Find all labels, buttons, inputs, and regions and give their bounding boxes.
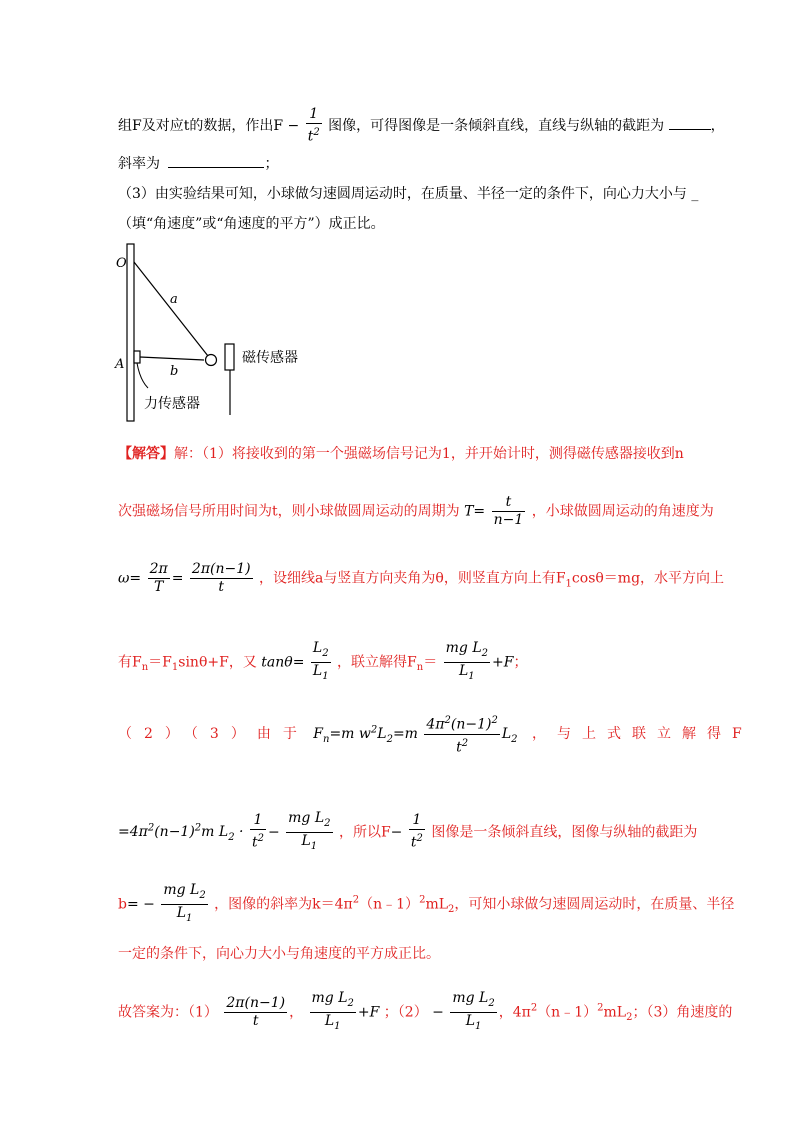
answer-line-7: b= − $\frac{mg L_2}{L_1}$ ，图像的斜率为$k=4\pi^2(n﹣1)^2mL_2$，可知小球做匀速圆周运动时，在质量、半径 [118,882,734,927]
a-text: ，4π [498,1004,531,1021]
a-text: 有F [118,654,142,671]
a-text: ，可知小球做匀速圆周运动时，在质量、半径 [454,896,735,913]
a-text: （n﹣1） [359,896,420,913]
answer-blank-intercept[interactable] [669,115,711,130]
q-text: 图像，可得图像是一条倾斜直线，直线与纵轴的截距为 [328,117,665,134]
final-fraction-fn: $\frac{mg L_2}{L_1}$ [311,990,354,1032]
apparatus-diagram [110,240,330,425]
label-force-sensor: 力传感器 [144,396,200,412]
a-text: ，图像的斜率为k＝4π [214,896,353,913]
a-text: cosθ＝mg，水平方向上 [571,570,725,587]
a-text: ；（2） [383,1004,428,1021]
q-text: 斜率为 [118,156,160,172]
fraction-period: $\frac{t}{n-1}$ [493,494,524,528]
a-text: ＝F [148,654,172,671]
answer-line-5: （2）（3）由于 $F_n=m$ $w^2L_2=m$ $\frac{4\pi^2(n-1)^2}{t^2}$ $L_2$ ，与上式联立解得F [118,712,753,756]
question-line-4: （填“角速度”或“角速度的平方”）成正比。 [118,216,385,232]
question-line-1: 组F及对应t的数据，作出F − $\frac{1}{t^2}$ 图像，可得图像是一条倾斜直线，直线与纵轴的截距为 ， [118,106,725,145]
answer-line-2: 次强磁场信号所用时间为t，则小球做圆周运动的周期为 T= $\frac{t}{n-1}$ ，小球做圆周运动的角速度为 [118,494,714,528]
magnetic-sensor [225,344,234,370]
label-magnetic-sensor: 磁传感器 [242,350,298,366]
question-line-3: （3）由实验结果可知，小球做匀速圆周运动时，在质量、半径一定的条件下，向心力大小与 _ [118,186,699,202]
a-text: ； [513,654,528,671]
answer-line-4: 有$F_n=F_1\sin\theta+F$，又 tanθ= $\frac{L_2}{L_1}$ ，联立解得$F_n=$ $\frac{mg L_2}{L_1}$ +F； [118,640,527,685]
frac-num: 1 [306,106,322,124]
a-text: （2）（3）由于 [118,726,309,743]
a-text: b [118,896,127,913]
a-text: （n﹣1） [537,1004,598,1021]
fraction-fn-expanded: $\frac{4\pi^2(n-1)^2}{t^2}$ [424,712,499,756]
a-text: ；（3）角速度的 [632,1004,733,1021]
fraction-tan: $\frac{L_2}{L_1}$ [312,640,329,682]
fraction-fn: $\frac{mg L_2}{L_1}$ [445,640,488,682]
a-text: sinθ+F，又 [178,654,257,671]
force-sensor-block [134,351,140,363]
label-o: O [116,256,127,271]
label-string-b: b [170,364,179,379]
fraction-b: $\frac{mg L_2}{L_1}$ [163,882,206,924]
a-text: 故答案为：（1） [118,1004,218,1021]
answer-line-3: ω= $\frac{2\pi}{T}$ = $\frac{2\pi(n-1)}{t}$ ，设细线a与竖直方向夹角为θ，则竖直方向上有$F_1\cos\theta=mg$，水平方向上 [118,561,725,595]
question-line-2 [118,153,278,174]
answer-tag: 【解答】 [118,446,174,462]
label-a-point: A [115,357,125,372]
fraction-intercept: $\frac{mg L_2}{L_1}$ [288,810,331,852]
a-text: ，与上式联立解得F [531,726,753,743]
answer-line-8: 一定的条件下，向心力大小与角速度的平方成正比。 [118,946,440,962]
a-text: mL [425,896,449,913]
final-fraction-omega: $\frac{2\pi(n-1)}{t}$ [226,994,286,1029]
a-text: 次强磁场信号所用时间为t，则小球做圆周运动的周期为 [118,503,460,520]
ball [206,355,217,366]
fraction-1-over-t2-c: $\frac{1}{t^2}$ [410,812,423,852]
fraction-2pi-over-T: $\frac{2\pi}{T}$ [149,561,168,595]
force-sensor-leader [137,363,148,388]
string-a [134,262,208,356]
string-b [140,357,204,360]
answer-blank-slope[interactable] [168,153,264,168]
a-text: mL [603,1004,627,1021]
a-text: ＝ [423,654,438,671]
q-text: 组F及对应t的数据，作出F [118,117,284,134]
label-string-a: a [170,292,178,307]
frac-den: t [307,128,314,145]
final-fraction-b: $\frac{mg L_2}{L_1}$ [452,990,495,1032]
a-text: 图像是一条倾斜直线，图像与纵轴的截距为 [431,824,698,841]
a-text: ，小球做圆周运动的角速度为 [531,503,714,520]
q-text: ； [264,156,279,172]
final-answer-line: 故答案为：（1） $\frac{2\pi(n-1)}{t}$ ， $\frac{mg L_2}{L_1}$ +F ；（2） − $\frac{mg L_2}{L_1}$ ，$4\pi^2(n﹣1)^2mL_2$；（3）角速度的 [118,990,732,1035]
fraction-1-over-t2-b: $\frac{1}{t^2}$ [251,812,264,852]
answer-line-1 [118,444,684,464]
answer-line-6: $=4\pi^2(n-1)^2m$ $L_2$ · $\frac{1}{t^2}$ − $\frac{mg L_2}{L_1}$ ，所以F− $\frac{1}{t^2}$ 图像是一条倾斜直线，图像与纵轴的截距为 [118,810,697,855]
a-text: 解：（1）将接收到的第一个强磁场信号记为1，并开始计时，测得磁传感器接收到n [174,446,684,462]
fraction-omega: $\frac{2\pi(n-1)}{t}$ [191,561,251,595]
a-text: ，联立解得F [337,654,417,671]
a-text: ，所以F [338,824,391,841]
q-text: ， [710,117,725,134]
fraction-1-over-t2: $\frac{1}{t^2}$ [307,106,320,145]
vertical-rod [127,244,134,421]
a-text: ，设细线a与竖直方向夹角为θ，则竖直方向上有F [259,570,566,587]
